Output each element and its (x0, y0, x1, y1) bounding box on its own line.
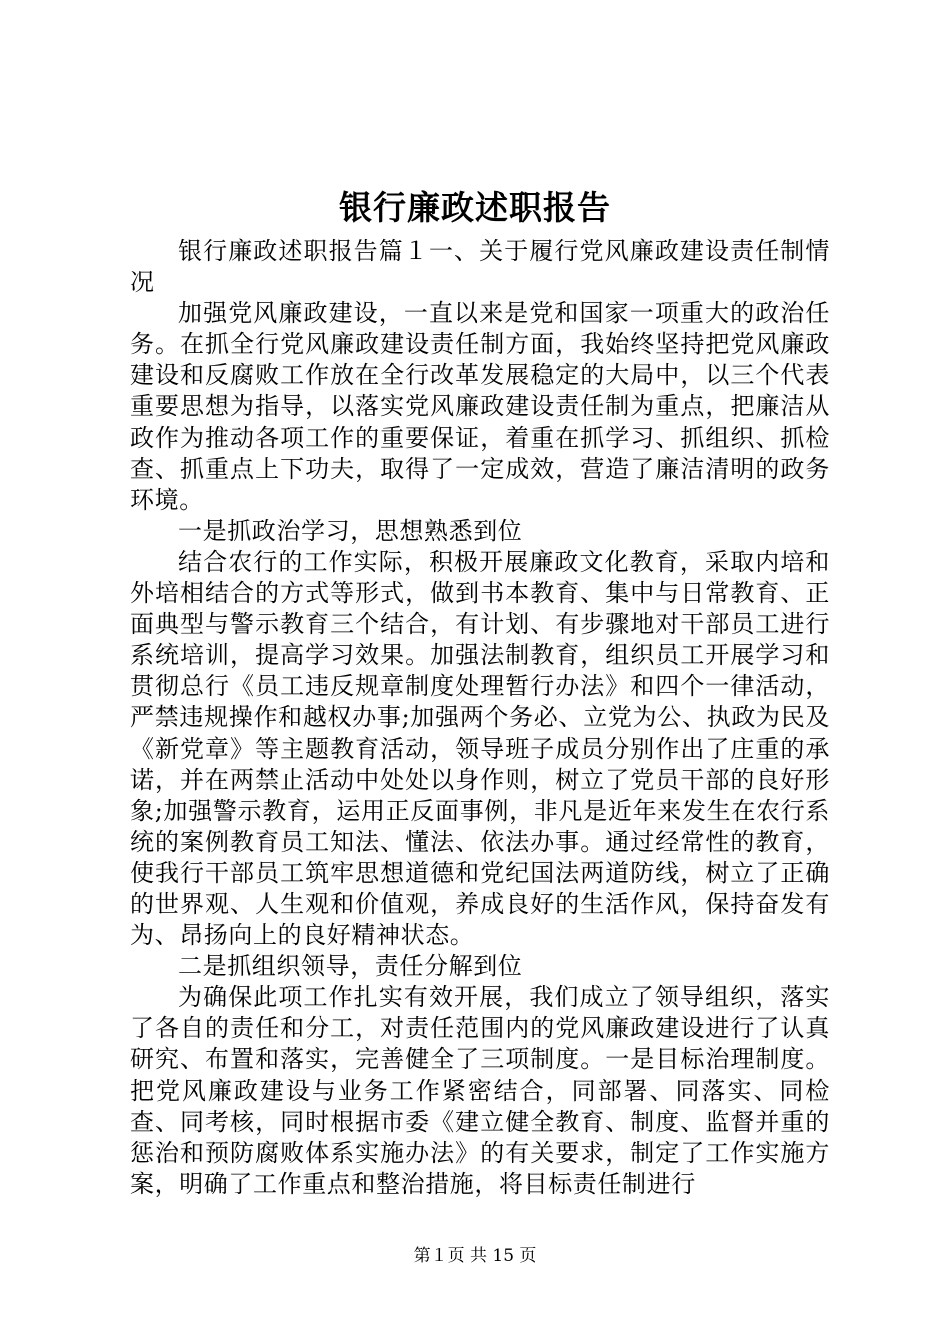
paragraph-study: 结合农行的工作实际，积极开展廉政文化教育，采取内培和外培相结合的方式等形式，做到书本教育、集中与日常教育、正面典型与警示教育三个结合，有计划、有步骤地对干部员工进行系统培训，提高学习效果。加强法制教育，组织员工开展学习和贯彻总行《员工违反规章制度处理暂行办法》和四个一律活动，严禁违规操作和越权办事;加强两个务必、立党为公、执政为民及《新党章》等主题教育活动，领导班子成员分别作出了庄重的承诺，并在两禁止活动中处处以身作则，树立了党员干部的良好形象;加强警示教育，运用正反面事例，非凡是近年来发生在农行系统的案例教育员工知法、懂法、依法办事。通过经常性的教育，使我行干部员工筑牢思想道德和党纪国法两道防线，树立了正确的世界观、人生观和价值观，养成良好的生活作风，保持奋发有为、昂扬向上的良好精神状态。 (130, 547, 830, 950)
document-body (130, 236, 830, 1200)
document-title: 银行廉政述职报告 (339, 188, 611, 227)
section-heading-organization: 二是抓组织领导，责任分解到位 (178, 952, 523, 981)
paragraph-organization: 为确保此项工作扎实有效开展，我们成立了领导组织，落实了各自的责任和分工，对责任范围内的党风廉政建设进行了认真研究、布置和落实，完善健全了三项制度。一是目标治理制度。把党风廉政建设与业务工作紧密结合，同部署、同落实、同检查、同考核，同时根据市委《建立健全教育、制度、监督并重的惩治和预防腐败体系实施办法》的有关要求，制定了工作实施方案，明确了工作重点和整治措施，将目标责任制进行 (130, 983, 830, 1198)
paragraph-overview: 加强党风廉政建设，一直以来是党和国家一项重大的政治任务。在抓全行党风廉政建设责任制方面，我始终坚持把党风廉政建设和反腐败工作放在全行改革发展稳定的大局中，以三个代表重要思想为指导，以落实党风廉政建设责任制为重点，把廉洁从政作为推动各项工作的重要保证，着重在抓学习、抓组织、抓检查、抓重点上下功夫，取得了一定成效，营造了廉洁清明的政务环境。 (130, 299, 830, 514)
paragraph-intro: 银行廉政述职报告篇１一、关于履行党风廉政建设责任制情况 (130, 237, 830, 297)
section-heading-study: 一是抓政治学习，思想熟悉到位 (178, 516, 523, 545)
page-number-footer: 第１页 共 15 页 (413, 1246, 537, 1266)
